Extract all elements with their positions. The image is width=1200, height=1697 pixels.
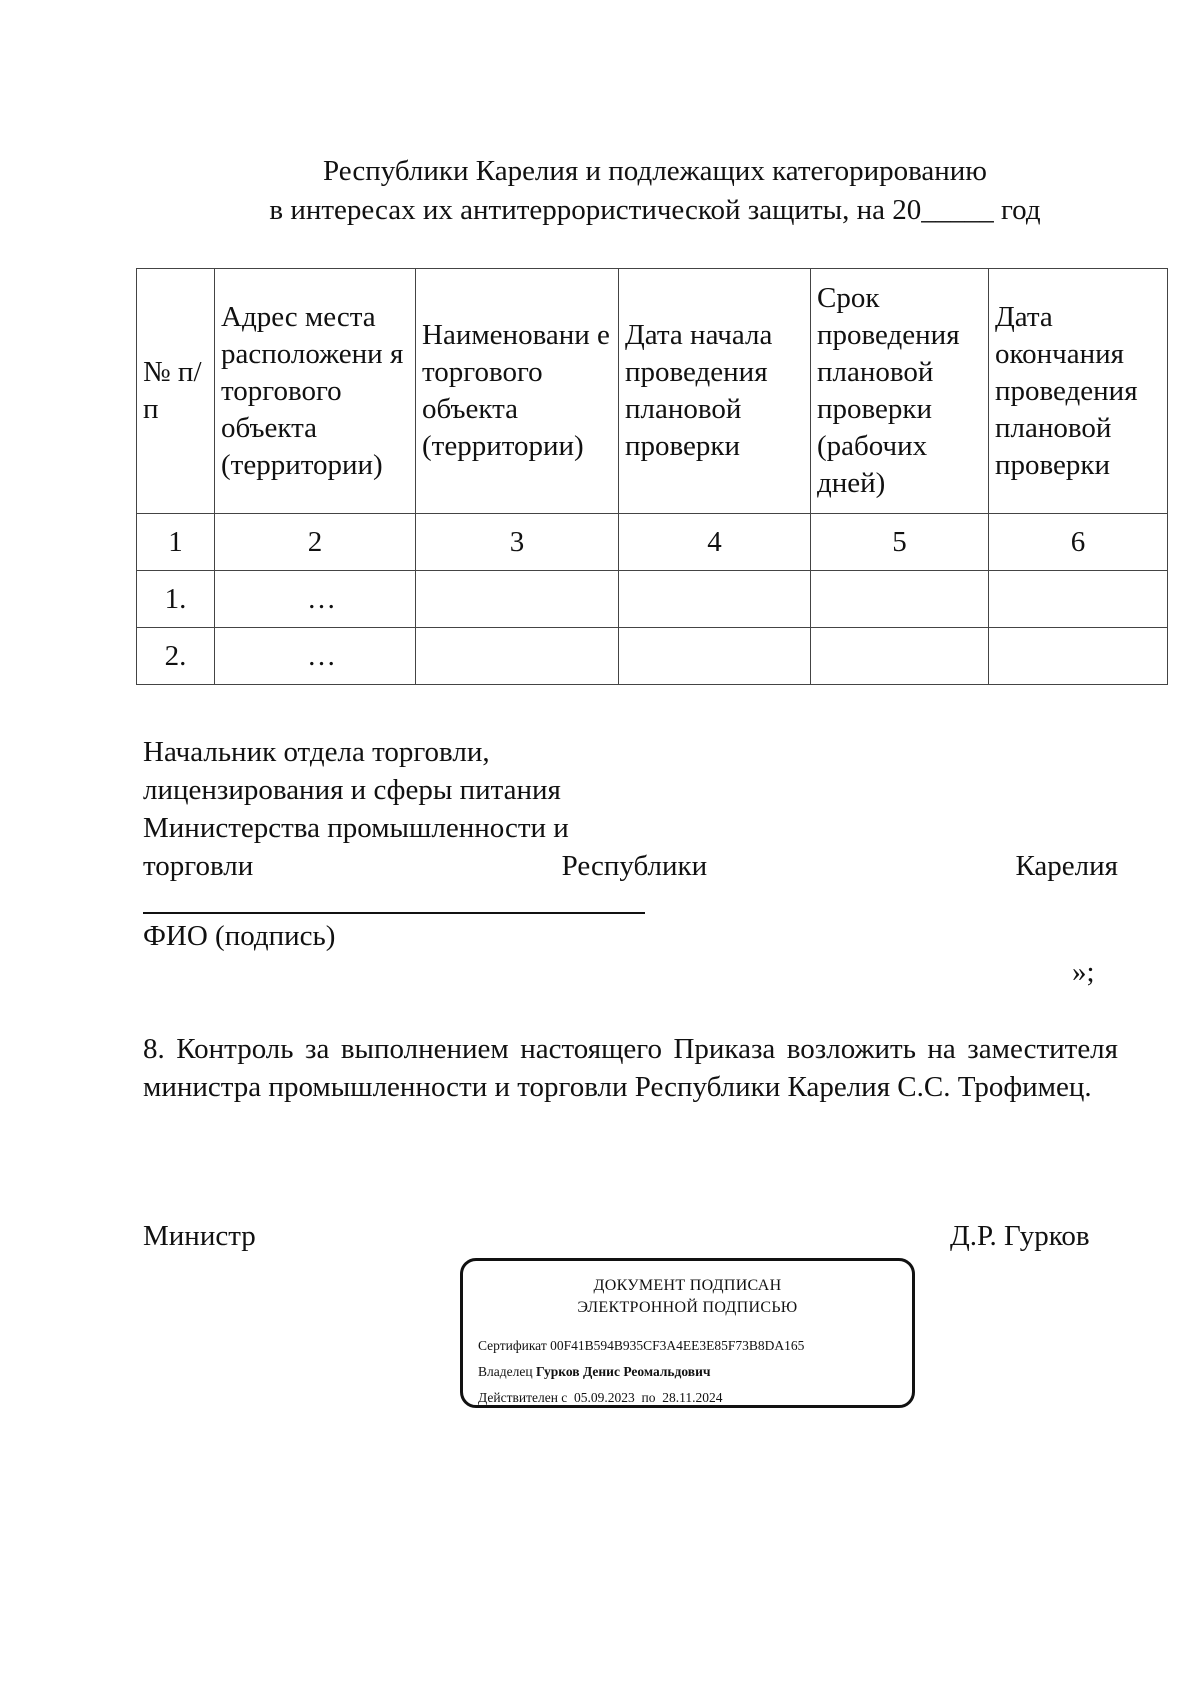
table-cell: … <box>215 571 416 628</box>
header-cell-address: Адрес места расположени я торгового объекта (территории) <box>215 269 416 514</box>
minister-name: Д.Р. Гурков <box>950 1220 1090 1252</box>
table-row <box>137 571 1168 628</box>
inspection-plan-table <box>136 268 1168 685</box>
table-cell <box>416 571 619 628</box>
stamp-owner <box>478 1359 912 1385</box>
stamp-title-line-1: ДОКУМЕНТ ПОДПИСАН <box>593 1277 782 1294</box>
table-cell <box>989 571 1168 628</box>
minister-title: Министр <box>143 1220 256 1252</box>
certificate-value: 00F41B594B935CF3A4EE3E85F73B8DA165 <box>550 1338 805 1353</box>
header-cell-duration: Срок проведения плановой проверки (рабочих дней) <box>811 269 989 514</box>
stamp-title <box>463 1275 912 1319</box>
column-number-row <box>137 514 1168 571</box>
table-cell: … <box>215 628 416 685</box>
signatory-word: Республики <box>561 850 708 882</box>
header-cell-number: № п/п <box>137 269 215 514</box>
paragraph-8: 8. Контроль за выполнением настоящего Приказа возложить на заместителя министра промышленности и торговли Республики Карелия С.С. Трофимец. <box>143 1033 1118 1103</box>
table-header-row <box>137 269 1168 514</box>
signatory-line-2: лицензирования и сферы питания <box>143 774 561 806</box>
table-cell <box>416 628 619 685</box>
closing-quote: »; <box>1072 956 1095 988</box>
certificate-label: Сертификат <box>478 1338 547 1353</box>
stamp-certificate <box>478 1333 912 1359</box>
table-row <box>137 628 1168 685</box>
signatory-word: торговли <box>143 850 254 882</box>
table-cell <box>811 571 989 628</box>
header-cell-name: Наименовани е торгового объекта (территории) <box>416 269 619 514</box>
table-cell: 2. <box>137 628 215 685</box>
header-cell-end-date: Дата окончания проведения плановой проверки <box>989 269 1168 514</box>
electronic-signature-stamp <box>460 1258 915 1408</box>
header-cell-start-date: Дата начала проведения плановой проверки <box>619 269 811 514</box>
column-number: 5 <box>811 514 989 571</box>
heading-line-1: Республики Карелия и подлежащих категорированию <box>323 155 987 187</box>
signatory-line-3: Министерства промышленности и <box>143 812 569 844</box>
column-number: 4 <box>619 514 811 571</box>
signatory-word: Карелия <box>1015 850 1118 882</box>
heading-line-2: в интересах их антитеррористической защиты, на 20_____ год <box>269 194 1041 226</box>
valid-from: 05.09.2023 <box>574 1390 635 1405</box>
valid-to: 28.11.2024 <box>662 1390 723 1405</box>
table-cell: 1. <box>137 571 215 628</box>
column-number: 2 <box>215 514 416 571</box>
table-cell <box>811 628 989 685</box>
valid-label: Действителен с <box>478 1390 568 1405</box>
document-heading <box>0 152 1200 230</box>
fio-signature-label: ФИО (подпись) <box>143 920 336 952</box>
signatory-line-1: Начальник отдела торговли, <box>143 736 490 768</box>
owner-label: Владелец <box>478 1364 533 1379</box>
column-number: 6 <box>989 514 1168 571</box>
valid-to-label: по <box>641 1390 656 1405</box>
owner-value: Гурков Денис Реомальдович <box>535 1364 711 1379</box>
department-head-signature-block <box>143 733 1118 885</box>
stamp-validity <box>478 1385 912 1411</box>
column-number: 1 <box>137 514 215 571</box>
stamp-title-line-2: ЭЛЕКТРОННОЙ ПОДПИСЬЮ <box>577 1299 798 1316</box>
table-cell <box>619 571 811 628</box>
signatory-line-4 <box>143 847 1118 885</box>
column-number: 3 <box>416 514 619 571</box>
stamp-details <box>478 1333 912 1411</box>
signature-underline <box>143 912 645 914</box>
table-cell <box>619 628 811 685</box>
table-cell <box>989 628 1168 685</box>
